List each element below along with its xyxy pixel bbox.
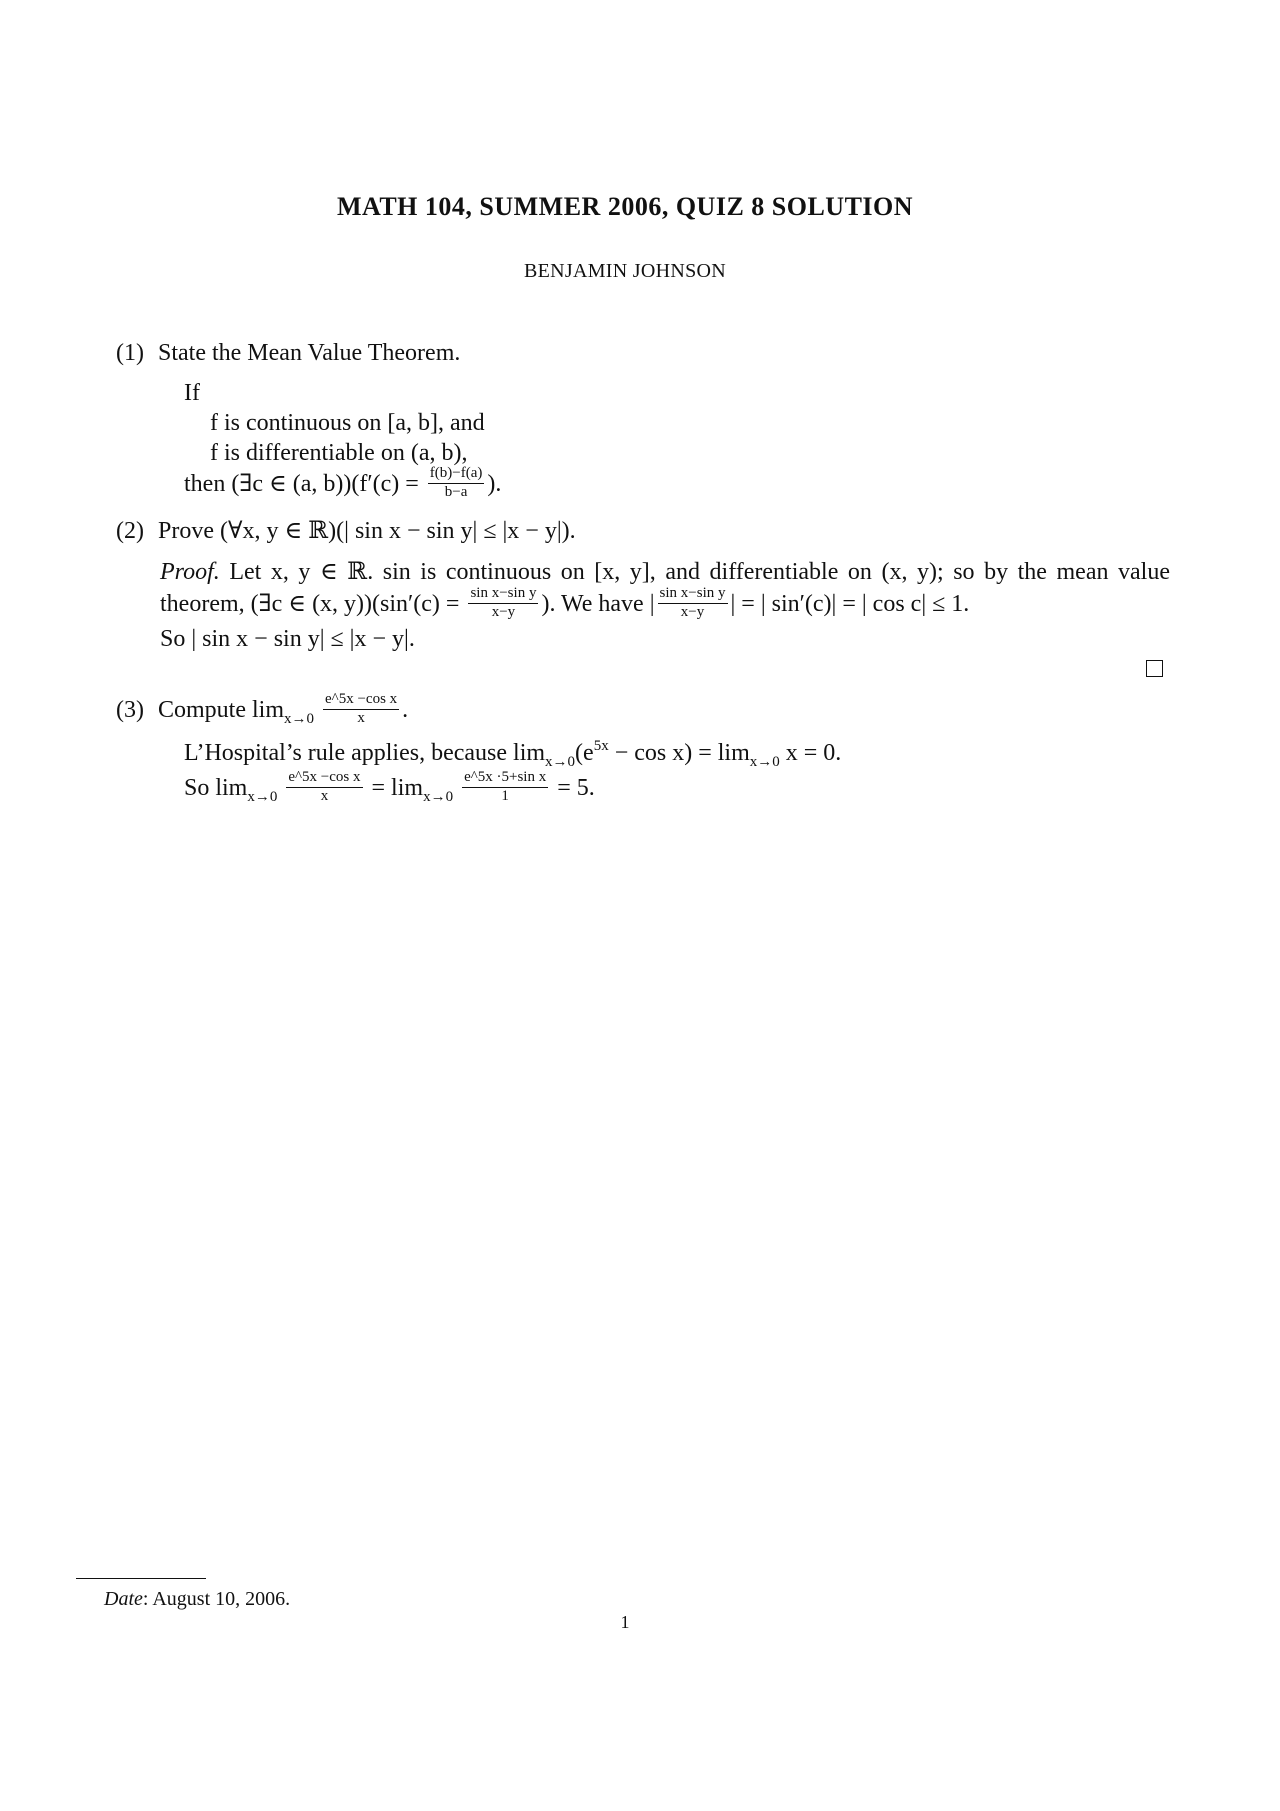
- footnote-rule: [76, 1578, 206, 1579]
- mvt-condition-1: f is continuous on [a, b], and: [210, 410, 485, 436]
- problem-number: (1): [116, 340, 144, 366]
- problem-number: (3): [116, 696, 144, 723]
- proof-fraction-2: $\frac{\text{sin x−sin y}}{x-y}$: [659, 585, 726, 620]
- lhospital-line: L’Hospital’s rule applies, because $\lim_{x\to 0}(e^{5x} - \cos x) = \lim_{x\to 0} x = 0$.: [184, 738, 842, 770]
- page-title: MATH 104, SUMMER 2006, QUIZ 8 SOLUTION: [336, 192, 914, 221]
- problem-3-statement: (3) Compute $\lim_{x\to 0}$ $\frac{\text{e\textasciicircum{}5x −cos x}}{x}$ .: [116, 691, 409, 727]
- qed-box: [1146, 660, 1163, 677]
- footnote-date: Date: August 10, 2006.: [104, 1588, 291, 1610]
- proof-fraction-1: $\frac{\text{sin x−sin y}}{x-y}$: [470, 585, 537, 620]
- mvt-if: If: [184, 380, 200, 406]
- problem-number: (2): [116, 518, 144, 544]
- derivative-fraction: $\frac{\text{e\textasciicircum{}5x ·5+sin x}}{1}$: [464, 769, 547, 804]
- problem-2-statement: (2) Prove (∀x, y ∈ ℝ)(| sin x − sin y| ≤ |x − y|).: [116, 518, 576, 544]
- author: BENJAMIN JOHNSON: [523, 260, 727, 282]
- limit-fraction: $\frac{\text{e\textasciicircum{}5x −cos x}}{x}$: [325, 691, 398, 726]
- mvt-fraction: $\frac{f(b)-f(a)}{b-a}$: [429, 465, 483, 500]
- mvt-conclusion: then (∃c ∈ (a, b))(f′(c) = $\frac{f(b)-f(a)}{b-a}$ ).: [184, 465, 502, 500]
- problem-1-statement: (1) State the Mean Value Theorem.: [116, 340, 461, 366]
- proof-paragraph: Proof. Let x, y ∈ ℝ. sin is continuous on [x, y], and differentiable on (x, y); so by the mean value theorem, (∃c ∈ (x, y))(sin′(c) = $\frac{\text{sin x−sin y}}{x-y}$ ). We have | $\frac{\text{sin x−sin y}}{x-y}$ | = | sin′(c)| = | cos c| ≤ 1. So | sin x − sin y| ≤ |x − y|.: [160, 559, 1170, 652]
- limit-result-line: So $\lim_{x\to 0}$ $\frac{\text{e\textasciicircum{}5x −cos x}}{x}$ = $\lim_{x\to 0}$ $\frac{\text{e\textasciicircum{}5x ·5+sin x}}{1}$ = 5.: [184, 769, 595, 805]
- page-number: 1: [620, 1612, 630, 1632]
- proof-label: Proof.: [160, 559, 220, 585]
- mvt-condition-2: f is differentiable on (a, b),: [210, 440, 468, 466]
- limit-fraction-repeat: $\frac{\text{e\textasciicircum{}5x −cos x}}{x}$: [288, 769, 361, 804]
